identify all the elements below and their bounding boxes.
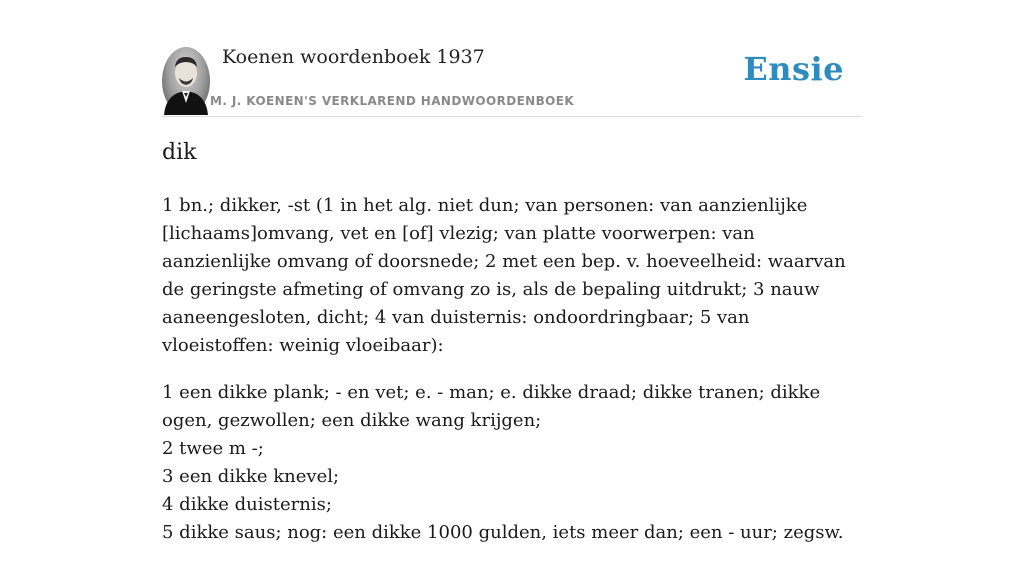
portrait-icon [162, 47, 210, 115]
example-line: 3 een dikke knevel; [162, 466, 340, 487]
entry-headword: dik [162, 140, 197, 165]
brand-logo-link[interactable]: Ensie [743, 50, 844, 88]
example-line: 1 een dikke plank; - en vet; e. - man; e. dikke draad; dikke tranen; dikke ogen, gezwollen; een dikke wang krijgen; [162, 382, 821, 431]
entry-definition: 1 bn.; dikker, -st (1 in het alg. niet dun; van personen: van aanzienlijke [lichaams]omvang, vet en [of] vlezig; van platte voorwerpen: van aanzienlijke omvang of doorsnede; 2 met een bep. v. hoeveelheid: waarvan de geringste afmeting of omvang zo is, als de bepaling uitdrukt; 3 nauw aaneengesloten, dicht; 4 van duisternis: ondoordringbaar; 5 van vloeistoffen: weinig vloeibaar): [162, 195, 846, 356]
example-line: 2 twee m -; [162, 438, 264, 459]
site-subtitle: M. J. KOENEN'S VERKLAREND HANDWOORDENBOEK [210, 94, 575, 108]
entry-content [162, 192, 862, 566]
example-line: 4 dikke duisternis; [162, 494, 332, 515]
example-line: 5 dikke saus; nog: een dikke 1000 gulden, iets meer dan; een - uur; zegsw. [162, 522, 844, 543]
entry-examples [162, 379, 862, 547]
site-header [162, 44, 862, 117]
site-title[interactable]: Koenen woordenboek 1937 [222, 46, 485, 68]
